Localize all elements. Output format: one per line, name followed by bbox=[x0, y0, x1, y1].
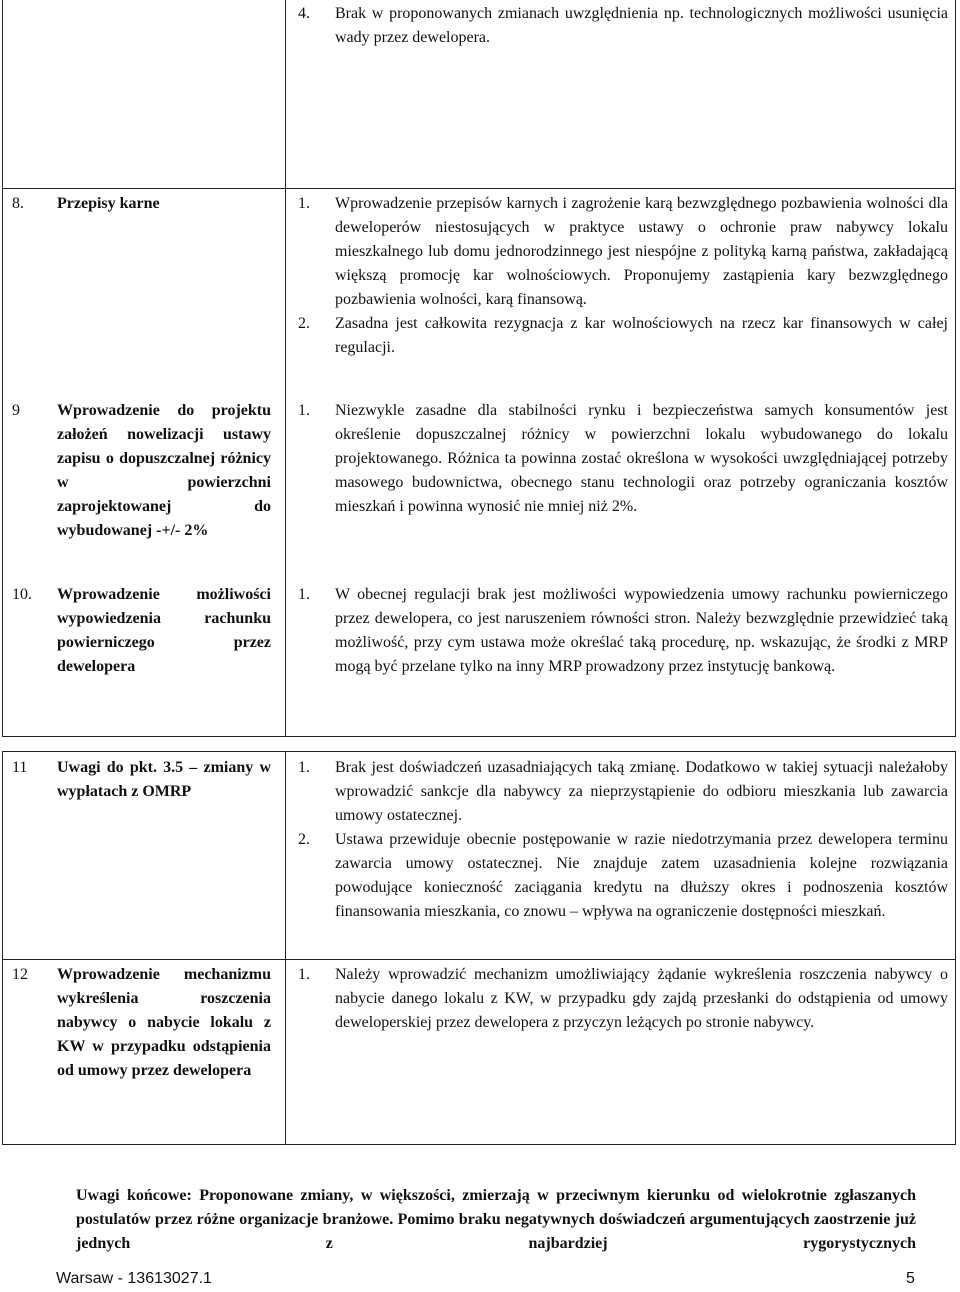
row-9-comments bbox=[298, 399, 948, 519]
table-border-left bbox=[2, 0, 3, 736]
row-10-comments bbox=[298, 583, 948, 679]
row-divider bbox=[2, 959, 956, 960]
list-item: 1. Należy wprowadzić mechanizm umożliwiający żądanie wykreślenia roszczenia nabywcy o nabycie danego lokalu z KW, w przypadku gdy zajdą przesłanki do odstąpienia od umowy deweloperskiej przez dewelopera z przyczyn leżących po stronie nabywcy. bbox=[298, 966, 948, 1031]
table-border-mid bbox=[285, 751, 286, 1145]
row-divider bbox=[2, 188, 956, 189]
comments-table-continued bbox=[2, 751, 956, 1145]
list-item: 1. Wprowadzenie przepisów karnych i zagrożenie karą bezwzględnego pozbawienia wolności dla deweloperów niestosujących w praktyce ustawy o ochronie praw nabywcy lokalu mieszkalnego lub domu jednorodzinnego jest niespójne z polityką karną państwa, zakładającą większą promocję kar wolnościowych. Proponujemy zastąpienia kary bezwzględnego pozbawienia wolności, karą finansową. bbox=[298, 195, 948, 308]
row-divider bbox=[2, 736, 956, 737]
closing-remarks: Uwagi końcowe: Proponowane zmiany, w większości, zmierzają w przeciwnym kierunku od wielokrotnie zgłaszanych postulatów przez różne organizacje branżowe. Pomimo braku negatywnych doświadczeń argumentujących zaostrzenie już jednych z najbardziej rygorystycznych bbox=[76, 1187, 916, 1252]
row-title: Uwagi do pkt. 3.5 – zmiany w wypłatach z OMRP bbox=[57, 759, 271, 800]
list-item: 4. Brak w proponowanych zmianach uwzględnienia np. technologicznych możliwości usunięcia wady przez dewelopera. bbox=[298, 5, 948, 46]
list-item: 1. Brak jest doświadczeń uzasadniających taką zmianę. Dodatkowo w takiej sytuacji należałoby wprowadzić sankcje dla nabywcy za nieprzystąpienie do odbioru mieszkania lub zawarcia umowy ostatecznej. bbox=[298, 759, 948, 824]
row-title: Przepisy karne bbox=[57, 195, 160, 212]
row-title: Wprowadzenie możliwości wypowiedzenia rachunku powierniczego przez dewelopera bbox=[57, 586, 271, 675]
row-top-comments bbox=[298, 2, 948, 50]
table-border-mid bbox=[285, 0, 286, 736]
list-item: 1. Niezwykle zasadne dla stabilności rynku i bezpieczeństwa samych konsumentów jest określenie dopuszczalnej różnicy w powierzchni lokalu wybudowanego do lokalu projektowanego. Różnica ta powinna zostać określona w wysokości uwzględniającej potrzeby masowego budownictwa, obecnego stanu technologii oraz potrzeby ograniczania kosztów mieszkań i powinna wynosić nie mniej niż 2%. bbox=[298, 402, 948, 515]
row-number: 11 bbox=[12, 759, 28, 776]
list-item: 1. W obecnej regulacji brak jest możliwości wypowiedzenia umowy rachunku powierniczego przez dewelopera, co jest naruszeniem równości stron. Należy bezwzględnie przewidzieć taką możliwość, przy cym ustawa może określać taką procedurę, np. wskazując, że środki z MRP mogą być przelane tylko na inny MRP prowadzony przez instytucję bankową. bbox=[298, 586, 948, 675]
row-number: 10. bbox=[12, 586, 32, 603]
page-number: 5 bbox=[906, 1270, 915, 1287]
row-divider bbox=[2, 1144, 956, 1145]
list-item: 2. Ustawa przewiduje obecnie postępowanie w razie niedotrzymania przez dewelopera terminu zawarcia umowy ostatecznej. Nie znajduje zatem uzasadnienia kolejne rozwiązania powodujące konieczność zaciągania kredytu na dłuższy okres i podnoszenia kosztów finansowania mieszkania, co znowu – wpływa na ograniczenie dostępności mieszkań. bbox=[298, 831, 948, 920]
row-title: Wprowadzenie mechanizmu wykreślenia roszczenia nabywcy o nabycie lokalu z KW w przypadku odstąpienia od umowy przez dewelopera bbox=[57, 966, 271, 1079]
row-11-comments bbox=[298, 756, 948, 924]
comments-table bbox=[2, 0, 956, 736]
table-border-right bbox=[955, 0, 956, 736]
table-border-left bbox=[2, 751, 3, 1145]
row-number: 8. bbox=[12, 195, 24, 212]
row-number: 12 bbox=[12, 966, 28, 983]
list-item: 2. Zasadna jest całkowita rezygnacja z kar wolnościowych na rzecz kar finansowych w całej regulacji. bbox=[298, 315, 948, 356]
row-divider bbox=[2, 751, 956, 752]
document-id: Warsaw - 13613027.1 bbox=[56, 1270, 212, 1287]
table-border-right bbox=[955, 751, 956, 1145]
row-8-comments bbox=[298, 192, 948, 360]
row-number: 9 bbox=[12, 402, 20, 419]
row-12-comments bbox=[298, 963, 948, 1035]
row-title: Wprowadzenie do projektu założeń nowelizacji ustawy zapisu o dopuszczalnej różnicy w powierzchni zaprojektowanej do wybudowanej -+/- 2% bbox=[57, 402, 271, 539]
